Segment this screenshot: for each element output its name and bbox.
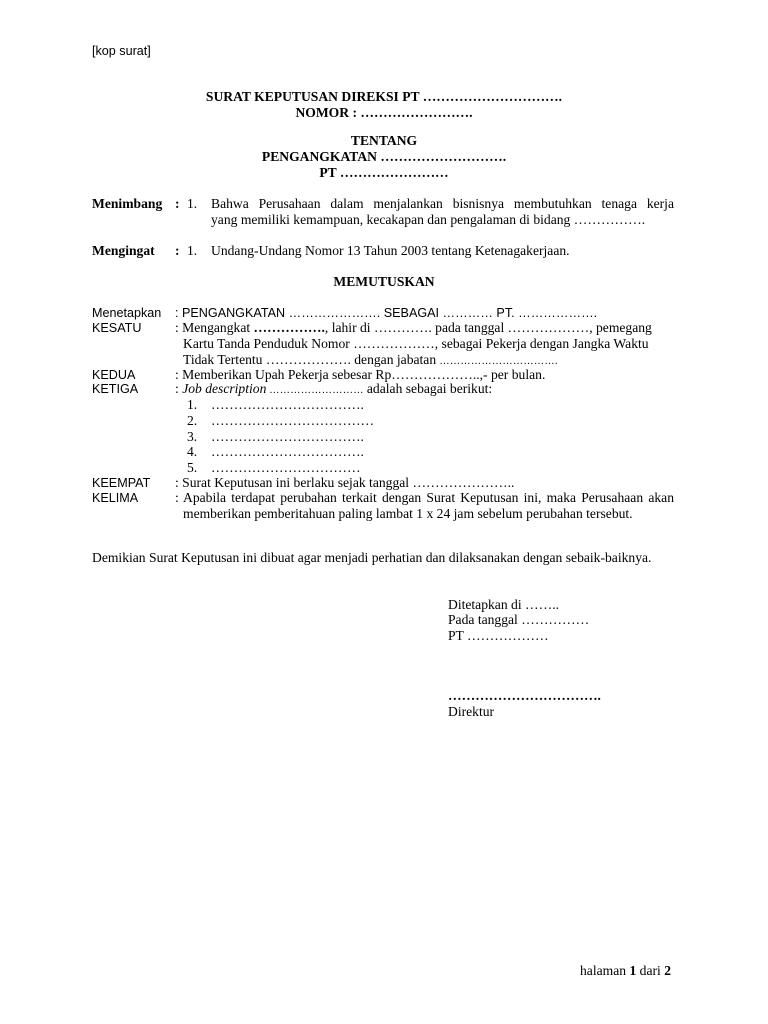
menetapkan-label: Menetapkan xyxy=(92,306,162,320)
job-item-number: 3. xyxy=(187,429,198,444)
kesatu-line-3: Tidak Tertentu ………………. dengan jabatan ……………………………. xyxy=(183,352,559,367)
keempat-text: : Surat Keputusan ini berlaku sejak tanggal ………………….. xyxy=(175,475,515,490)
job-item-text: ……………………………. xyxy=(211,444,364,459)
subject-company: PT …………………… xyxy=(319,165,449,180)
document-number: NOMOR : ……………………. xyxy=(295,105,473,120)
job-item-text: …………………………… xyxy=(211,460,361,475)
mengingat-label: Mengingat xyxy=(92,243,155,258)
memutuskan-heading: MEMUTUSKAN xyxy=(333,274,435,289)
tentang-heading: TENTANG xyxy=(350,133,418,148)
closing-paragraph: Demikian Surat Keputusan ini dibuat agar menjadi perhatian dan dilaksanakan dengan sebaik-baiknya. xyxy=(92,550,652,565)
job-item-number: 5. xyxy=(187,460,198,475)
signature-name: ……………………………. xyxy=(448,688,601,703)
kelima-text: Apabila terdapat perubahan terkait dengan Surat Keputusan ini, maka Perusahaan akan memberikan pemberitahuan paling lambat 1 x 24 jam sebelum perubahan tersebut. xyxy=(183,490,674,521)
kesatu-line-2: Kartu Tanda Penduduk Nomor ………………, sebagai Pekerja dengan Jangka Waktu xyxy=(183,336,649,351)
kesatu-label: KESATU xyxy=(92,321,142,335)
signature-position: Direktur xyxy=(448,704,495,719)
kedua-label: KEDUA xyxy=(92,368,136,382)
keempat-label: KEEMPAT xyxy=(92,476,151,490)
job-item-text: ……………………………… xyxy=(211,413,375,428)
page-number: halaman 1 dari 2 xyxy=(580,963,671,978)
menimbang-label: Menimbang xyxy=(92,196,163,211)
mengingat-colon: : xyxy=(175,243,180,258)
ketiga-label: KETIGA xyxy=(92,382,139,396)
kelima-colon: : xyxy=(175,490,179,505)
signature-company: PT ……………… xyxy=(448,628,549,643)
menimbang-text-2: yang memiliki kemampuan, kecakapan dan pengalaman di bidang ……………. xyxy=(211,212,646,227)
mengingat-number: 1. xyxy=(187,243,198,258)
signature-place: Ditetapkan di …….. xyxy=(448,597,559,612)
menetapkan-text: : PENGANGKATAN …………………. SEBAGAI ………… PT. ………………. xyxy=(175,306,598,320)
job-item-number: 4. xyxy=(187,444,198,459)
mengingat-text: Undang-Undang Nomor 13 Tahun 2003 tentang Ketenagakerjaan. xyxy=(211,243,570,258)
signature-date: Pada tanggal …………… xyxy=(448,612,590,627)
job-item-number: 1. xyxy=(187,397,198,412)
kesatu-line-1: : Mengangkat ……………., lahir di …………. pada tanggal ………………, pemegang xyxy=(175,320,652,335)
kedua-text: : Memberikan Upah Pekerja sebesar Rp………………..,- per bulan. xyxy=(175,367,546,382)
menimbang-colon: : xyxy=(175,196,180,211)
menimbang-number: 1. xyxy=(187,196,198,211)
kelima-label: KELIMA xyxy=(92,491,139,505)
menimbang-text: Bahwa Perusahaan dalam menjalankan bisnisnya membutuhkan tenaga kerja xyxy=(211,196,674,211)
job-item-text: ……………………………. xyxy=(211,397,364,412)
job-item-number: 2. xyxy=(187,413,198,428)
job-item-text: ……………………………. xyxy=(211,429,364,444)
ketiga-line: : Job description ……………………… adalah sebagai berikut: xyxy=(175,381,493,396)
subject-line: PENGANGKATAN ………………………. xyxy=(261,149,507,164)
letterhead-placeholder: [kop surat] xyxy=(92,44,151,58)
document-title: SURAT KEPUTUSAN DIREKSI PT …………………………. xyxy=(205,89,563,104)
